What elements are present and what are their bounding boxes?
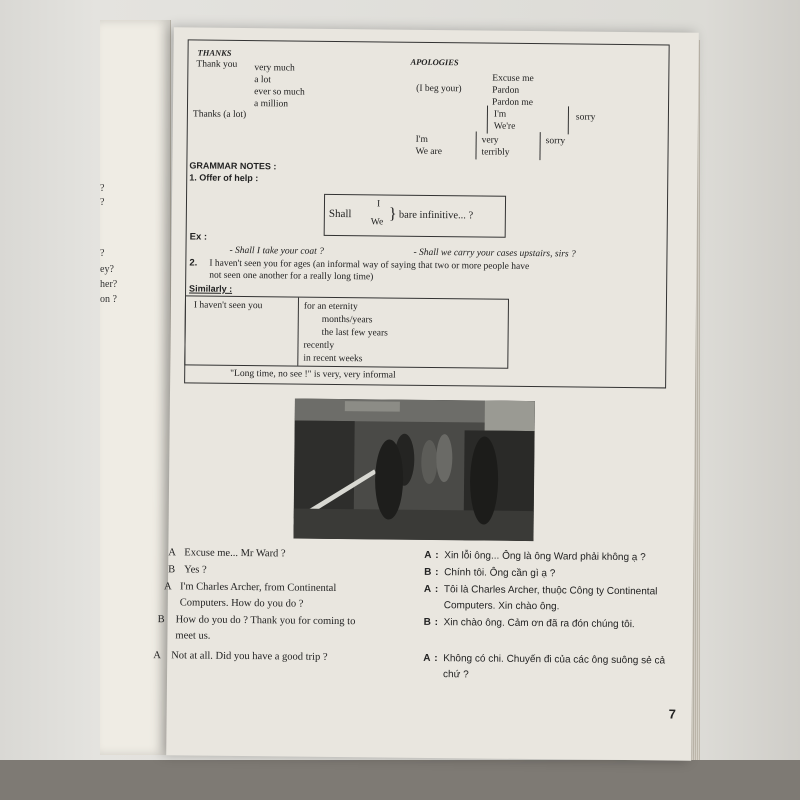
vn-speaker: B bbox=[423, 616, 431, 628]
in-recent-weeks: in recent weeks bbox=[303, 353, 363, 365]
thank-you: Thank you bbox=[196, 59, 238, 70]
bare-infinitive: bare infinitive... ? bbox=[398, 209, 474, 222]
street-photo-drawing bbox=[293, 399, 534, 542]
vn-sep: : bbox=[434, 653, 438, 665]
apology-im2: I'm bbox=[415, 134, 428, 145]
dialogue-en: Yes ? bbox=[184, 564, 207, 576]
vn-sep: : bbox=[434, 584, 439, 596]
thanks-a-lot: Thanks (a lot) bbox=[192, 109, 247, 121]
dialogue-vn: Không có chi. Chuyến đi của các ông suông sẻ cả bbox=[443, 653, 666, 667]
i-beg-your: (I beg your) bbox=[416, 83, 462, 95]
note-2-number: 2. bbox=[189, 257, 198, 269]
brace: } bbox=[388, 205, 397, 223]
vn-sep: : bbox=[435, 567, 439, 579]
apology-im: I'm bbox=[493, 109, 507, 120]
speaker-label: A bbox=[163, 581, 172, 593]
for-item: for an eternity bbox=[303, 301, 358, 313]
left-page bbox=[100, 20, 171, 755]
thanks-variant: ever so much bbox=[254, 87, 305, 98]
ex-label: Ex : bbox=[189, 231, 208, 243]
thanks-variant: very much bbox=[254, 63, 295, 74]
speaker-label: B bbox=[168, 564, 176, 576]
bracket-line bbox=[539, 132, 540, 160]
dialogue-vn: Xin lỗi ông... Ông là ông Ward phải không ạ ? bbox=[444, 550, 646, 564]
dialogue-vn: chứ ? bbox=[443, 669, 469, 681]
dialogue-vn: Chính tôi. Ông cần gì ạ ? bbox=[444, 567, 556, 580]
shall-i: I bbox=[376, 199, 381, 210]
table-edge bbox=[0, 760, 800, 800]
apology-terribly: terribly bbox=[481, 147, 510, 158]
bracket-line bbox=[475, 131, 476, 159]
vn-speaker: A bbox=[423, 652, 431, 664]
note-1: 1. Offer of help : bbox=[189, 172, 259, 184]
for-item: months/years bbox=[321, 314, 373, 326]
street-photo bbox=[293, 399, 534, 542]
example-2: - Shall we carry your cases upstairs, sirs ? bbox=[413, 247, 576, 260]
apology-sorry: sorry bbox=[575, 112, 596, 123]
dialogue-en: How do you do ? Thank you for coming to bbox=[175, 614, 356, 628]
left-fragment: ? bbox=[100, 248, 105, 259]
dialogue-en: Computers. How do you do ? bbox=[179, 597, 304, 610]
bracket-line bbox=[568, 106, 569, 134]
dialogue-en: I'm Charles Archer, from Continental bbox=[179, 581, 337, 595]
apology-very: very bbox=[481, 135, 499, 146]
grammar-heading: GRAMMAR NOTES : bbox=[189, 160, 277, 172]
speaker-label: A bbox=[168, 547, 176, 559]
shall-formula-box bbox=[324, 194, 506, 238]
shall-word: Shall bbox=[328, 207, 352, 221]
for-item: the last few years bbox=[321, 327, 388, 339]
apology-were: We're bbox=[493, 121, 516, 132]
apology-sorry2: sorry bbox=[545, 136, 566, 147]
dialogue-vn: Computers. Xin chào ông. bbox=[443, 600, 560, 613]
vn-speaker: A bbox=[424, 549, 432, 561]
left-fragment: ey? bbox=[100, 264, 114, 275]
note-2-line2: not seen one another for a really long time) bbox=[209, 270, 374, 283]
left-fragment: ? bbox=[100, 183, 105, 194]
thanks-variant: a million bbox=[253, 99, 289, 110]
dialogue-en: Excuse me... Mr Ward ? bbox=[184, 547, 286, 560]
note-2-line1: I haven't seen you for ages (an informal way of saying that two or more people have bbox=[209, 258, 530, 273]
shall-we: We bbox=[370, 217, 384, 228]
apology-form: Pardon bbox=[492, 85, 520, 96]
bracket-line bbox=[487, 106, 488, 134]
apology-form: Excuse me bbox=[492, 73, 534, 85]
example-1: - Shall I take your coat ? bbox=[229, 245, 324, 257]
thanks-variant: a lot bbox=[254, 75, 271, 86]
vn-sep: : bbox=[434, 617, 439, 629]
similarly-label: Similarly : bbox=[189, 283, 233, 294]
table-divider bbox=[297, 298, 299, 366]
book-page bbox=[153, 27, 699, 760]
left-fragment: on ? bbox=[100, 294, 117, 305]
apology-form: Pardon me bbox=[492, 97, 534, 109]
dialogue-vn: Xin chào ông. Cảm ơn đã ra đón chúng tôi. bbox=[443, 617, 635, 631]
dialogue-vn: Tôi là Charles Archer, thuộc Công ty Continental bbox=[443, 584, 658, 598]
recently: recently bbox=[303, 340, 335, 351]
left-fragment: her? bbox=[100, 279, 118, 290]
apology-we-are: We are bbox=[415, 146, 442, 158]
haven-seen: I haven't seen you bbox=[193, 300, 263, 312]
page-number: 7 bbox=[668, 706, 676, 722]
vn-sep: : bbox=[435, 550, 439, 562]
speaker-label: A bbox=[153, 650, 161, 662]
long-time-note: "Long time, no see !" is very, very informal bbox=[230, 368, 396, 381]
dialogue-en: Not at all. Did you have a good trip ? bbox=[171, 650, 328, 663]
vn-speaker: A bbox=[423, 583, 432, 595]
similarly-table bbox=[184, 295, 509, 368]
thanks-heading: THANKS bbox=[197, 47, 232, 58]
vn-speaker: B bbox=[424, 566, 432, 578]
speaker-label: B bbox=[157, 614, 165, 626]
dialogue-en: meet us. bbox=[175, 630, 211, 642]
apologies-heading: APOLOGIES bbox=[410, 56, 459, 68]
left-fragment: ? bbox=[100, 197, 105, 208]
